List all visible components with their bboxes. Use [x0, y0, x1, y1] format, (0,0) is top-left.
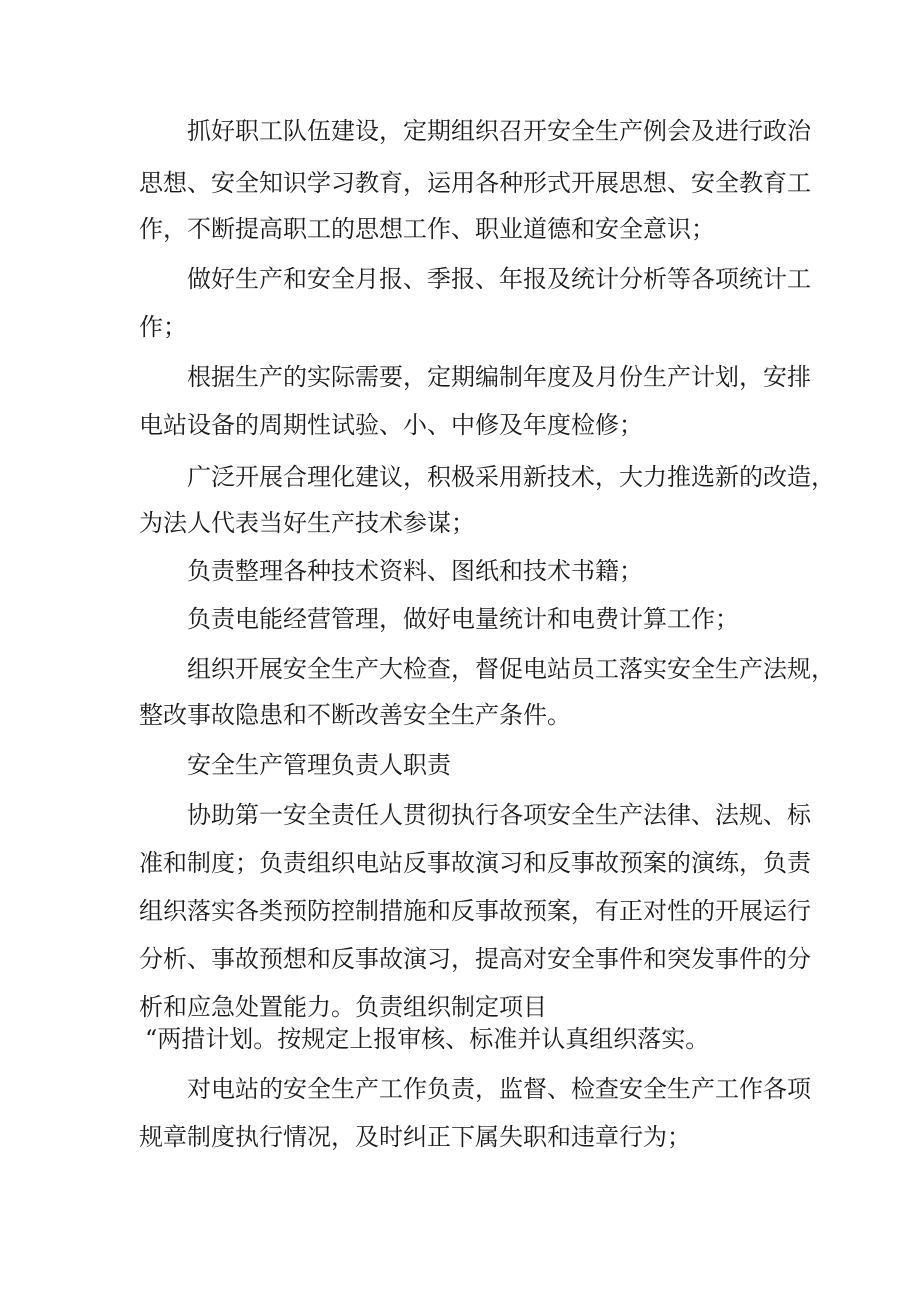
text-line: 做好生产和安全月报、季报、年报及统计分析等各项统计工 [187, 265, 811, 293]
text-line: 整改事故隐患和不断改善安全生产条件。 [139, 701, 571, 729]
text-line: 准和制度；负责组织电站反事故演习和反事故预案的演练，负责 [139, 849, 811, 877]
text-line: 为法人代表当好生产技术参谋； [139, 509, 475, 537]
text-line: 组织落实各类预防控制措施和反事故预案，有正对性的开展运行 [139, 897, 811, 925]
text-line: 析和应急处置能力。负责组织制定项目 [139, 993, 547, 1021]
section-heading: 安全生产管理负责人职责 [187, 751, 451, 779]
text-line: 根据生产的实际需要，定期编制年度及月份生产计划，安排 [187, 363, 811, 391]
text-line: 负责电能经营管理，做好电量统计和电费计算工作； [187, 605, 739, 633]
text-line: 思想、安全知识学习教育，运用各种形式开展思想、安全教育工 [139, 169, 811, 197]
text-line: 作； [139, 313, 187, 341]
text-line: 组织开展安全生产大检查，督促电站员工落实安全生产法规， [187, 655, 835, 683]
text-line: 对电站的安全生产工作负责，监督、检查安全生产工作各项 [187, 1075, 811, 1103]
text-line: 抓好职工队伍建设，定期组织召开安全生产例会及进行政治 [187, 117, 811, 145]
text-line: 作，不断提高职工的思想工作、职业道德和安全意识； [139, 215, 715, 243]
text-line: 负责整理各种技术资料、图纸和技术书籍； [187, 557, 643, 585]
text-line: “两措计划。按规定上报审核、标准并认真组织落实。 [145, 1025, 710, 1053]
text-line: 广泛开展合理化建议，积极采用新技术，大力推选新的改造， [187, 463, 835, 491]
text-line: 分析、事故预想和反事故演习，提高对安全事件和突发事件的分 [139, 945, 811, 973]
text-line: 规章制度执行情况，及时纠正下属失职和违章行为； [139, 1123, 691, 1151]
text-line: 电站设备的周期性试验、小、中修及年度检修； [139, 411, 643, 439]
text-line: 协助第一安全责任人贯彻执行各项安全生产法律、法规、标 [187, 801, 811, 829]
